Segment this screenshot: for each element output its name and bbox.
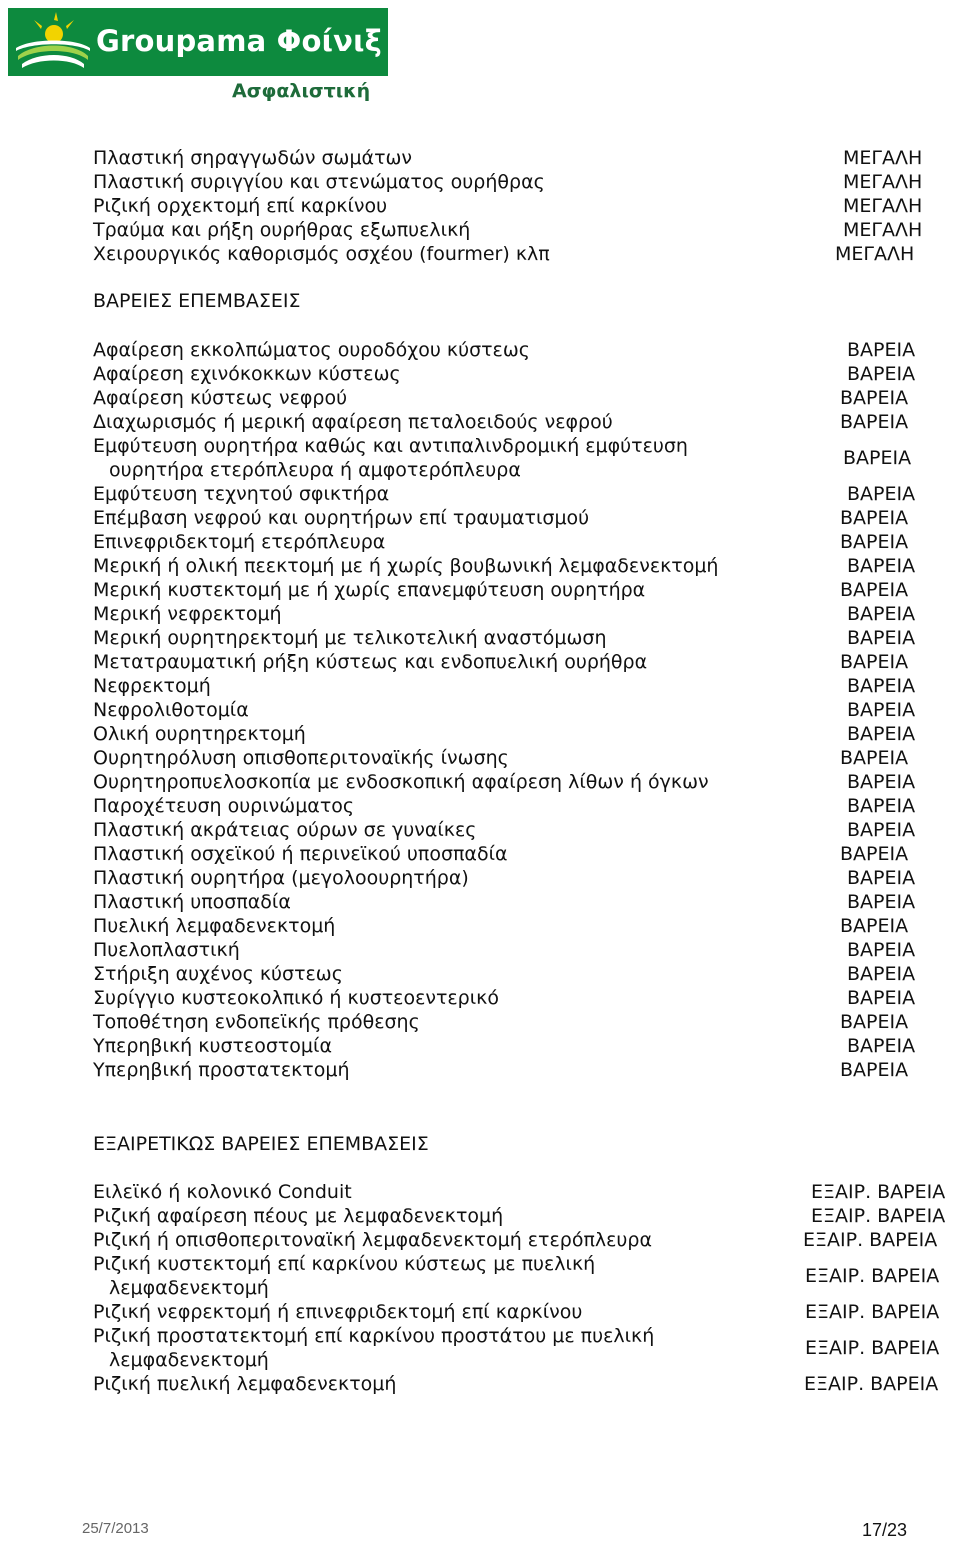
procedure-row: [93, 890, 953, 914]
procedure-name: Τραύμα και ρήξη ουρήθρας εξωπυελική: [93, 219, 471, 241]
procedure-row: [93, 1228, 953, 1252]
procedure-name: Αφαίρεση εκκολπώματος ουροδόχου κύστεως: [93, 339, 530, 361]
procedure-name: Ριζική ή οπισθοπεριτοναϊκή λεμφαδενεκτομή ετερόπλευρα: [93, 1229, 652, 1251]
procedure-row: [93, 218, 953, 242]
procedure-name: Μερική ουρητηρεκτομή με τελικοτελική αναστόμωση: [93, 627, 607, 649]
section-heading-severe: ΒΑΡΕΙΕΣ ΕΠΕΜΒΑΣΕΙΣ: [93, 290, 301, 312]
procedure-name-continuation: λεμφαδενεκτομή: [109, 1349, 269, 1371]
procedure-name: Μερική κυστεκτομή με ή χωρίς επανεμφύτευση ουρητήρα: [93, 579, 646, 601]
severity-level: ΒΑΡΕΙΑ: [843, 447, 912, 469]
procedure-row: [93, 938, 953, 962]
severity-level: ΒΑΡΕΙΑ: [847, 867, 916, 889]
procedure-name: Χειρουργικός καθορισμός οσχέου (fourmer) κλπ: [93, 243, 550, 265]
procedure-row: [93, 410, 953, 434]
severity-level: ΕΞΑΙΡ. ΒΑΡΕΙΑ: [805, 1337, 940, 1359]
logo-brand-text: Groupama Φοίνιξ: [96, 24, 382, 58]
severity-level: ΒΑΡΕΙΑ: [847, 555, 916, 577]
severity-level: ΒΑΡΕΙΑ: [847, 891, 916, 913]
procedure-name: Τοποθέτηση ενδοπεϊκής πρόθεσης: [93, 1011, 420, 1033]
procedure-name: Στήριξη αυχένος κύστεως: [93, 963, 343, 985]
procedure-name: Υπερηβική προστατεκτομή: [93, 1059, 350, 1081]
procedure-row: [93, 1324, 953, 1372]
procedure-row: [93, 434, 953, 482]
procedure-row: [93, 914, 953, 938]
procedure-row: [93, 602, 953, 626]
procedure-row: [93, 962, 953, 986]
severity-level: ΒΑΡΕΙΑ: [840, 1011, 909, 1033]
procedure-row: [93, 1204, 953, 1228]
procedure-row: [93, 818, 953, 842]
severity-level: ΒΑΡΕΙΑ: [840, 531, 909, 553]
procedure-row: [93, 842, 953, 866]
procedure-name: Νεφρεκτομή: [93, 675, 211, 697]
procedure-row: [93, 770, 953, 794]
procedure-name: Διαχωρισμός ή μερική αφαίρεση πεταλοειδούς νεφρού: [93, 411, 613, 433]
severity-level: ΕΞΑΙΡ. ΒΑΡΕΙΑ: [805, 1301, 940, 1323]
severity-level: ΒΑΡΕΙΑ: [840, 651, 909, 673]
procedure-name: Αφαίρεση εχινόκοκκων κύστεως: [93, 363, 401, 385]
severity-level: ΒΑΡΕΙΑ: [847, 771, 916, 793]
procedure-row: [93, 674, 953, 698]
procedure-name: Εμφύτευση τεχνητού σφικτήρα: [93, 483, 390, 505]
procedure-row: [93, 170, 953, 194]
procedure-name: Συρίγγιο κυστεοκολπικό ή κυστεοεντερικό: [93, 987, 499, 1009]
severity-level: ΜΕΓΑΛΗ: [843, 147, 923, 169]
severity-level: ΒΑΡΕΙΑ: [840, 507, 909, 529]
procedure-name: Πλαστική συριγγίου και στενώματος ουρήθρας: [93, 171, 545, 193]
procedure-name: Ριζική νεφρεκτομή ή επινεφριδεκτομή επί καρκίνου: [93, 1301, 583, 1323]
procedure-name: Ουρητηρόλυση οπισθοπεριτοναϊκής ίνωσης: [93, 747, 509, 769]
procedure-row: [93, 386, 953, 410]
procedure-row: [93, 746, 953, 770]
procedure-name: Μερική ή ολική πεεκτομή με ή χωρίς βουβωνική λεμφαδενεκτομή: [93, 555, 719, 577]
procedure-name: Ριζική κυστεκτομή επί καρκίνου κύστεως με πυελική: [93, 1253, 596, 1275]
procedure-name: Πλαστική οσχεϊκού ή περινεϊκού υποσπαδία: [93, 843, 508, 865]
severity-level: ΒΑΡΕΙΑ: [847, 987, 916, 1009]
severity-level: ΕΞΑΙΡ. ΒΑΡΕΙΑ: [803, 1229, 938, 1251]
procedure-name: Πυελοπλαστική: [93, 939, 240, 961]
procedure-row: [93, 1180, 953, 1204]
severity-level: ΒΑΡΕΙΑ: [847, 963, 916, 985]
procedure-row: [93, 626, 953, 650]
severity-level: ΒΑΡΕΙΑ: [847, 1035, 916, 1057]
procedure-name: Πλαστική ουρητήρα (μεγολοουρητήρα): [93, 867, 469, 889]
procedure-name: Αφαίρεση κύστεως νεφρού: [93, 387, 348, 409]
severity-level: ΒΑΡΕΙΑ: [847, 603, 916, 625]
procedure-row: [93, 986, 953, 1010]
procedure-name: Μετατραυματική ρήξη κύστεως και ενδοπυελική ουρήθρα: [93, 651, 648, 673]
severity-level: ΒΑΡΕΙΑ: [847, 939, 916, 961]
procedure-row: [93, 530, 953, 554]
procedure-name: Ουρητηροπυελοσκοπία με ενδοσκοπική αφαίρεση λίθων ή όγκων: [93, 771, 709, 793]
severity-level: ΜΕΓΑΛΗ: [843, 195, 923, 217]
severity-level: ΜΕΓΑΛΗ: [843, 171, 923, 193]
procedure-row: [93, 362, 953, 386]
severity-level: ΕΞΑΙΡ. ΒΑΡΕΙΑ: [805, 1265, 940, 1287]
procedure-row: [93, 698, 953, 722]
severity-level: ΒΑΡΕΙΑ: [840, 915, 909, 937]
severity-level: ΒΑΡΕΙΑ: [847, 483, 916, 505]
severity-level: ΕΞΑΙΡ. ΒΑΡΕΙΑ: [811, 1205, 946, 1227]
procedure-row: [93, 794, 953, 818]
severity-level: ΒΑΡΕΙΑ: [847, 627, 916, 649]
procedure-name: Ειλεϊκό ή κολονικό Conduit: [93, 1181, 352, 1203]
procedure-row: [93, 722, 953, 746]
footer-date: 25/7/2013: [82, 1520, 149, 1537]
severity-level: ΒΑΡΕΙΑ: [847, 363, 916, 385]
procedure-name: Μερική νεφρεκτομή: [93, 603, 282, 625]
procedure-name: Ριζική προστατεκτομή επί καρκίνου προστάτου με πυελική: [93, 1325, 655, 1347]
procedure-name: Υπερηβική κυστεοστομία: [93, 1035, 332, 1057]
severity-level: ΒΑΡΕΙΑ: [840, 387, 909, 409]
procedure-name: Ριζική αφαίρεση πέους με λεμφαδενεκτομή: [93, 1205, 504, 1227]
procedure-row: [93, 1034, 953, 1058]
procedure-row: [93, 338, 953, 362]
procedure-row: [93, 866, 953, 890]
logo-subtitle: Ασφαλιστική: [232, 80, 371, 102]
procedure-name: Ολική ουρητηρεκτομή: [93, 723, 306, 745]
procedure-name-continuation: λεμφαδενεκτομή: [109, 1277, 269, 1299]
company-logo: [8, 8, 388, 108]
severity-level: ΕΞΑΙΡ. ΒΑΡΕΙΑ: [811, 1181, 946, 1203]
severity-level: ΒΑΡΕΙΑ: [840, 579, 909, 601]
procedure-name: Ριζική πυελική λεμφαδενεκτομή: [93, 1373, 397, 1395]
procedure-name: Νεφρολιθοτομία: [93, 699, 249, 721]
procedure-name: Επινεφριδεκτομή ετερόπλευρα: [93, 531, 386, 553]
procedure-row: [93, 554, 953, 578]
severity-level: ΒΑΡΕΙΑ: [847, 795, 916, 817]
procedure-name: Επέμβαση νεφρού και ουρητήρων επί τραυματισμού: [93, 507, 590, 529]
severity-level: ΒΑΡΕΙΑ: [840, 411, 909, 433]
procedure-row: [93, 1010, 953, 1034]
severity-level: ΒΑΡΕΙΑ: [840, 1059, 909, 1081]
procedure-name-continuation: ουρητήρα ετερόπλευρα ή αμφοτερόπλευρα: [109, 459, 521, 481]
procedure-row: [93, 1252, 953, 1300]
severity-level: ΜΕΓΑΛΗ: [843, 219, 923, 241]
procedure-row: [93, 1058, 953, 1082]
severity-level: ΒΑΡΕΙΑ: [847, 699, 916, 721]
procedure-name: Ριζική ορχεκτομή επί καρκίνου: [93, 195, 388, 217]
procedure-row: [93, 146, 953, 170]
severity-level: ΕΞΑΙΡ. ΒΑΡΕΙΑ: [804, 1373, 939, 1395]
procedure-name: Πλαστική υποσπαδία: [93, 891, 291, 913]
severity-level: ΒΑΡΕΙΑ: [847, 723, 916, 745]
severity-level: ΜΕΓΑΛΗ: [835, 243, 915, 265]
severity-level: ΒΑΡΕΙΑ: [840, 843, 909, 865]
procedure-row: [93, 650, 953, 674]
severity-level: ΒΑΡΕΙΑ: [840, 747, 909, 769]
procedure-row: [93, 242, 953, 266]
procedure-row: [93, 578, 953, 602]
procedure-name: Εμφύτευση ουρητήρα καθώς και αντιπαλινδρομική εμφύτευση: [93, 435, 688, 457]
footer-page-number: 17/23: [862, 1520, 908, 1540]
procedure-row: [93, 506, 953, 530]
procedure-row: [93, 1372, 953, 1396]
procedure-row: [93, 1300, 953, 1324]
severity-level: ΒΑΡΕΙΑ: [847, 675, 916, 697]
procedure-name: Πυελική λεμφαδενεκτομή: [93, 915, 336, 937]
severity-level: ΒΑΡΕΙΑ: [847, 339, 916, 361]
procedure-row: [93, 482, 953, 506]
procedure-row: [93, 194, 953, 218]
procedure-name: Πλαστική σηραγγωδών σωμάτων: [93, 147, 413, 169]
section-heading-exceptional: ΕΞΑΙΡΕΤΙΚΩΣ ΒΑΡΕΙΕΣ ΕΠΕΜΒΑΣΕΙΣ: [93, 1133, 429, 1155]
procedure-name: Πλαστική ακράτειας ούρων σε γυναίκες: [93, 819, 477, 841]
severity-level: ΒΑΡΕΙΑ: [847, 819, 916, 841]
procedure-name: Παροχέτευση ουρινώματος: [93, 795, 355, 817]
sun-field-logo-icon: [14, 12, 92, 72]
